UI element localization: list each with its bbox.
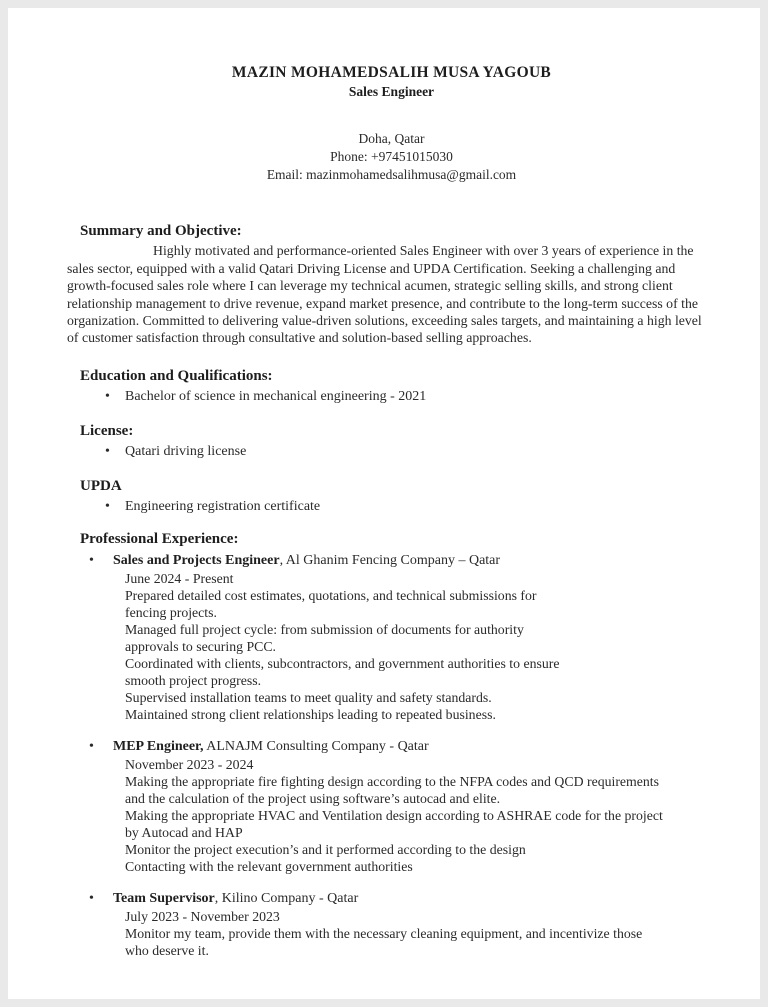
- job-company: ALNAJM Consulting Company - Qatar: [203, 739, 429, 755]
- job-header: [67, 890, 716, 907]
- job-title: MEP Engineer,: [113, 739, 204, 755]
- job-line: Monitor my team, provide them with the necessary cleaning equipment, and incentivize those: [125, 925, 643, 941]
- job-line: Maintained strong client relationships leading to repeated business.: [125, 707, 496, 723]
- job-line: and the calculation of the project using software’s autocad and elite.: [125, 791, 501, 806]
- experience-heading: Professional Experience:: [80, 531, 239, 548]
- job-line: smooth project progress.: [125, 673, 262, 689]
- job-entry: [67, 738, 716, 875]
- upda-item: • Engineering registration certificate: [67, 498, 716, 516]
- job-entry: [67, 890, 716, 959]
- job-line: Contacting with the relevant government authorities: [125, 859, 413, 875]
- education-heading: Education and Qualifications:: [80, 367, 273, 384]
- job-company: , Al Ghanim Fencing Company – Qatar: [279, 553, 501, 569]
- contact-block: [67, 130, 716, 183]
- job-line: by Autocad and HAP: [125, 825, 243, 841]
- license-item: • Qatari driving license: [67, 443, 716, 461]
- summary-body: Highly motivated and performance-oriented Sales Engineer with over 3 years of experience in the sales sector, equipped with a valid Qatari Driving License and UPDA Certification. Seeking a challenging and growth-focused sales role where I can leverage my technical acumen, strategic selling skills, and strong client relationship management to drive revenue, expand market presence, and contribute to the long-term success of the organization. Committed to delivering value-driven solutions, exceeding sales targets, and maintaining a high level of customer satisfaction through consultative and solution-based selling approaches.: [67, 243, 702, 346]
- education-item: • Bachelor of science in mechanical engineering - 2021: [67, 388, 716, 406]
- job-line: Coordinated with clients, subcontractors, and government authorities to ensure: [125, 656, 560, 672]
- resume-page: [8, 8, 760, 999]
- job-company: , Kilino Company - Qatar: [214, 891, 359, 907]
- upda-heading: UPDA: [80, 478, 122, 495]
- license-heading: License:: [80, 422, 134, 439]
- candidate-role: Sales Engineer: [348, 84, 435, 99]
- job-line: Monitor the project execution’s and it performed according to the design: [125, 842, 526, 858]
- job-line: Making the appropriate HVAC and Ventilation design according to ASHRAE code for the project: [125, 808, 663, 824]
- job-dates: July 2023 - November 2023: [125, 908, 280, 924]
- job-line: Making the appropriate fire fighting design according to the NFPA codes and QCD requirements: [125, 773, 660, 789]
- job-entry: [67, 552, 716, 723]
- job-line: Prepared detailed cost estimates, quotations, and technical submissions for: [125, 587, 537, 603]
- job-line: Managed full project cycle: from submission of documents for authority: [125, 621, 524, 637]
- license-list: [67, 443, 716, 461]
- upda-list: [67, 498, 716, 516]
- contact-email: Email: mazinmohamedsalihmusa@gmail.com: [266, 166, 517, 182]
- contact-location: Doha, Qatar: [358, 131, 425, 146]
- job-header: [67, 738, 716, 755]
- education-list: [67, 388, 716, 406]
- job-dates: November 2023 - 2024: [125, 756, 254, 772]
- job-dates: June 2024 - Present: [125, 570, 234, 586]
- job-line: approvals to securing PCC.: [125, 638, 276, 654]
- contact-phone: Phone: +97451015030: [330, 148, 453, 164]
- job-title: Sales and Projects Engineer: [113, 553, 280, 569]
- candidate-name: MAZIN MOHAMEDSALIH MUSA YAGOUB: [231, 64, 552, 81]
- job-title: Team Supervisor: [113, 891, 215, 907]
- job-header: [67, 552, 716, 569]
- summary-heading: Summary and Objective:: [80, 223, 242, 240]
- job-line: who deserve it.: [125, 943, 209, 959]
- job-line: fencing projects.: [125, 604, 217, 620]
- job-line: Supervised installation teams to meet quality and safety standards.: [125, 690, 492, 706]
